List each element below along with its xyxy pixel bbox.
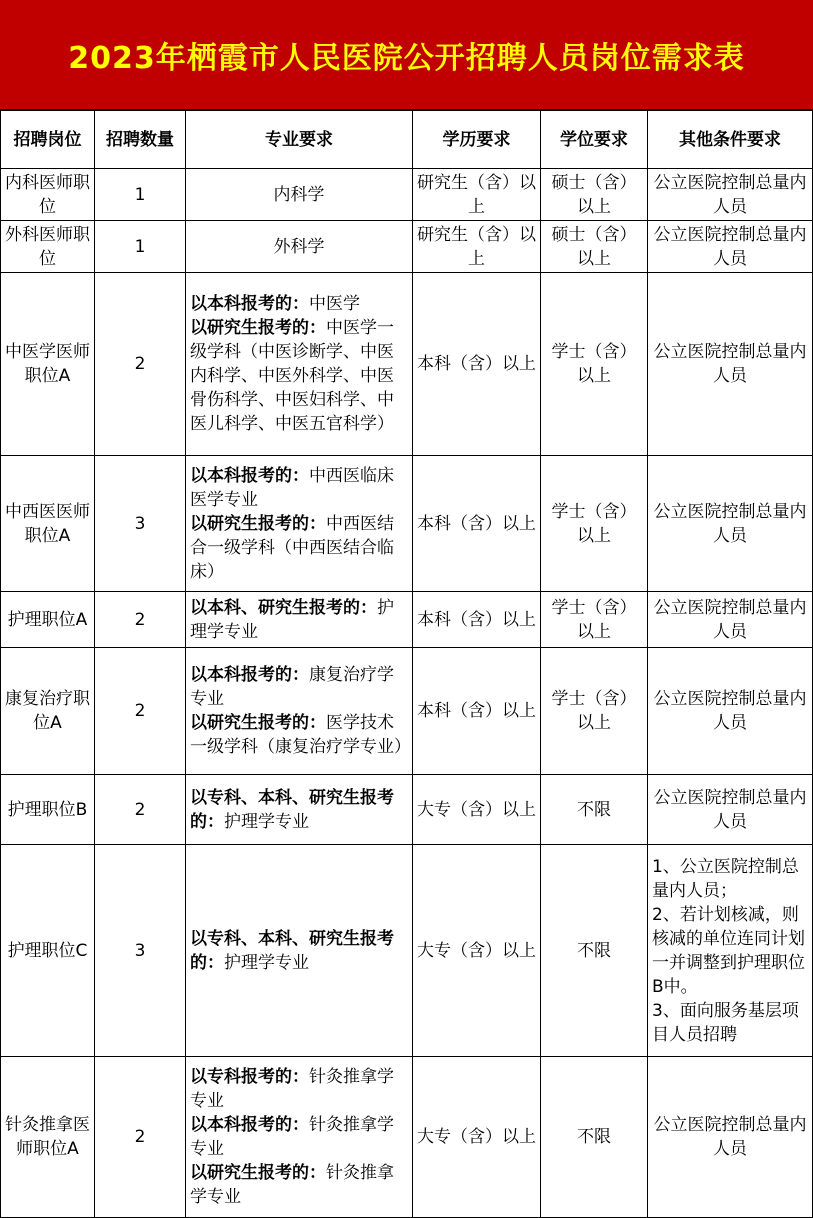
- education-cell: 大专（含）以上: [413, 1057, 541, 1218]
- major-label: 以本科报考的：: [190, 465, 309, 486]
- other-cell: 公立医院控制总量内人员: [648, 456, 813, 592]
- position-cell: 内科医师职位: [1, 169, 95, 221]
- major-cell: [186, 775, 413, 845]
- table-row: [1, 775, 813, 845]
- major-cell: [186, 221, 413, 273]
- header-count: 招聘数量: [95, 111, 186, 169]
- major-cell: [186, 592, 413, 648]
- table-row: [1, 456, 813, 592]
- table-row: [1, 273, 813, 456]
- major-label: 以本科报考的：: [190, 665, 309, 685]
- table-row: [1, 1057, 813, 1218]
- degree-cell: 硕士（含）以上: [541, 169, 648, 221]
- position-cell: 针灸推拿医师职位A: [1, 1057, 95, 1218]
- major-text: 中西医结合一级学科（中西医结合临床）: [190, 513, 394, 582]
- degree-cell: 学士（含）以上: [541, 592, 648, 648]
- major-line: [190, 316, 408, 436]
- major-line: [190, 183, 408, 207]
- major-line: [190, 1065, 408, 1113]
- other-cell: [648, 845, 813, 1057]
- title-banner: [0, 0, 813, 110]
- count-cell: 2: [95, 592, 186, 648]
- degree-cell: 不限: [541, 1057, 648, 1218]
- count-cell: 2: [95, 775, 186, 845]
- other-cell: 公立医院控制总量内人员: [648, 592, 813, 648]
- education-cell: 研究生（含）以上: [413, 169, 541, 221]
- major-text: 护理学专业: [190, 597, 394, 642]
- major-line: [190, 927, 408, 975]
- header-degree: 学位要求: [541, 111, 648, 169]
- position-cell: 康复治疗职位A: [1, 648, 95, 775]
- other-cell: 公立医院控制总量内人员: [648, 273, 813, 456]
- header-position: 招聘岗位: [1, 111, 95, 169]
- table-row: [1, 648, 813, 775]
- count-cell: 3: [95, 845, 186, 1057]
- education-cell: 本科（含）以上: [413, 648, 541, 775]
- education-cell: 本科（含）以上: [413, 456, 541, 592]
- count-cell: 2: [95, 273, 186, 456]
- other-cell: 公立医院控制总量内人员: [648, 775, 813, 845]
- education-cell: 本科（含）以上: [413, 273, 541, 456]
- recruitment-table: [0, 110, 813, 1218]
- degree-cell: 不限: [541, 775, 648, 845]
- other-item: 3、面向服务基层项目人员招聘: [652, 1000, 799, 1045]
- major-text: 中医学一级学科（中医诊断学、中医内科学、中医外科学、中医骨伤科学、中医妇科学、中医儿科学、中医五官科学）: [190, 318, 394, 434]
- education-cell: 本科（含）以上: [413, 592, 541, 648]
- header-other: 其他条件要求: [648, 111, 813, 169]
- count-cell: 2: [95, 1057, 186, 1218]
- degree-cell: 学士（含）以上: [541, 273, 648, 456]
- major-text: 医学技术一级学科（康复治疗学专业）: [190, 713, 411, 757]
- major-cell: [186, 169, 413, 221]
- major-line: [190, 235, 408, 259]
- table-row: [1, 845, 813, 1057]
- major-text: 针灸推拿学专业: [190, 1163, 394, 1207]
- major-label: 以研究生报考的：: [190, 1163, 326, 1183]
- major-label: 以研究生报考的：: [190, 318, 326, 338]
- education-cell: 大专（含）以上: [413, 845, 541, 1057]
- major-label: 以研究生报考的：: [190, 513, 326, 534]
- major-label: 以专科、本科、研究生报考的：: [190, 928, 394, 973]
- major-label: 以专科、本科、研究生报考的：: [190, 787, 394, 832]
- major-text: 针灸推拿学专业: [190, 1067, 394, 1111]
- major-label: 以本科报考的：: [190, 1115, 309, 1135]
- major-text: 中医学: [309, 294, 360, 314]
- table-row: [1, 221, 813, 273]
- major-line: [190, 512, 408, 584]
- education-cell: 研究生（含）以上: [413, 221, 541, 273]
- major-line: [190, 711, 411, 759]
- major-label: 以研究生报考的：: [190, 713, 326, 733]
- major-text: 内科学: [273, 184, 325, 205]
- header-row: [1, 111, 813, 169]
- major-cell: [186, 1057, 413, 1218]
- major-cell: [186, 273, 413, 456]
- education-cell: 大专（含）以上: [413, 775, 541, 845]
- position-cell: 护理职位C: [1, 845, 95, 1057]
- major-text: 外科学: [273, 236, 325, 257]
- major-line: [190, 786, 408, 834]
- degree-cell: 不限: [541, 845, 648, 1057]
- major-label: 以本科、研究生报考的：: [190, 597, 377, 618]
- other-cell: 公立医院控制总量内人员: [648, 221, 813, 273]
- header-education: 学历要求: [413, 111, 541, 169]
- degree-cell: 学士（含）以上: [541, 456, 648, 592]
- other-item: 1、公立医院控制总量内人员；: [652, 856, 799, 901]
- count-cell: 2: [95, 648, 186, 775]
- count-cell: 1: [95, 221, 186, 273]
- position-cell: 中西医医师职位A: [1, 456, 95, 592]
- major-line: [190, 1161, 408, 1209]
- major-line: [190, 1113, 408, 1161]
- major-label: 以本科报考的：: [190, 294, 309, 314]
- count-cell: 3: [95, 456, 186, 592]
- degree-cell: 学士（含）以上: [541, 648, 648, 775]
- major-text: 中西医临床医学专业: [190, 465, 394, 510]
- table-body: [1, 169, 813, 1218]
- count-cell: 1: [95, 169, 186, 221]
- page-title: 2023年栖霞市人民医院公开招聘人员岗位需求表: [68, 40, 745, 76]
- major-text: 护理学专业: [224, 811, 309, 832]
- major-cell: [186, 648, 413, 775]
- position-cell: 护理职位A: [1, 592, 95, 648]
- major-text: 针灸推拿学专业: [190, 1115, 394, 1159]
- other-cell: 公立医院控制总量内人员: [648, 648, 813, 775]
- major-line: [190, 663, 408, 711]
- major-text: 康复治疗学专业: [190, 665, 394, 709]
- header-major: 专业要求: [186, 111, 413, 169]
- position-cell: 护理职位B: [1, 775, 95, 845]
- major-cell: [186, 456, 413, 592]
- other-cell: 公立医院控制总量内人员: [648, 1057, 813, 1218]
- degree-cell: 硕士（含）以上: [541, 221, 648, 273]
- major-label: 以专科报考的：: [190, 1067, 309, 1087]
- major-text: 护理学专业: [224, 952, 309, 973]
- major-line: [190, 292, 408, 316]
- table-row: [1, 592, 813, 648]
- table-row: [1, 169, 813, 221]
- position-cell: 中医学医师职位A: [1, 273, 95, 456]
- major-line: [190, 596, 408, 644]
- other-item: 2、若计划核减，则核减的单位连同计划一并调整到护理职位B中。: [652, 904, 805, 997]
- other-cell: 公立医院控制总量内人员: [648, 169, 813, 221]
- major-line: [190, 464, 408, 512]
- position-cell: 外科医师职位: [1, 221, 95, 273]
- major-cell: [186, 845, 413, 1057]
